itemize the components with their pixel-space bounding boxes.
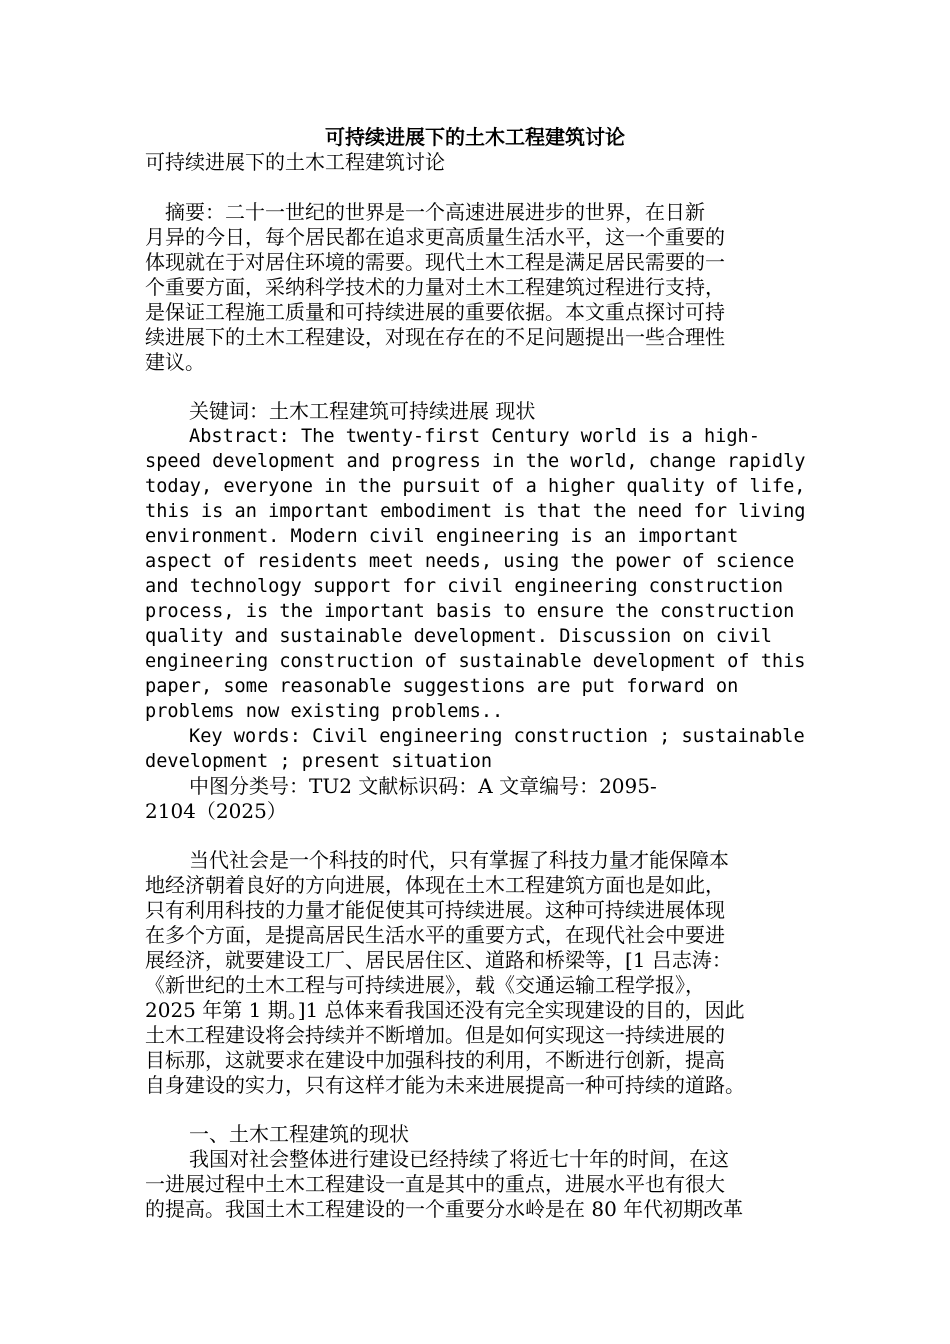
body-line: 展经济，就要建设工厂、居民居住区、道路和桥梁等，[1 吕志涛： bbox=[145, 948, 732, 972]
body-line: 一进展过程中土木工程建设一直是其中的重点，进展水平也有很大 bbox=[145, 1172, 725, 1196]
keywords-cn: 关键词：土木工程建筑可持续进展 现状 bbox=[189, 399, 536, 423]
abstract-en-line: quality and sustainable development. Discussion on civil bbox=[145, 626, 772, 647]
abstract-cn-line: 月异的今日，每个居民都在追求更高质量生活水平，这一个重要的 bbox=[145, 225, 725, 249]
body-line: 《新世纪的土木工程与可持续进展》，载《交通运输工程学报》， bbox=[145, 973, 705, 997]
abstract-en-line: problems now existing problems.. bbox=[145, 701, 504, 722]
abstract-cn-line: 摘要：二十一世纪的世界是一个高速进展进步的世界，在日新 bbox=[145, 200, 705, 224]
body-line: 目标那，这就要求在建设中加强科技的利用，不断进行创新，提高 bbox=[145, 1048, 725, 1072]
body-line: 我国对社会整体进行建设已经持续了将近七十年的时间，在这 bbox=[189, 1147, 729, 1171]
page-title: 可持续进展下的土木工程建筑讨论 bbox=[325, 125, 625, 149]
abstract-cn-line: 体现就在于对居住环境的需要。现代土木工程是满足居民需要的一 bbox=[145, 250, 725, 274]
body-line: 的提高。我国土木工程建设的一个重要分水岭是在 80 年代初期改革 bbox=[145, 1197, 744, 1221]
section-heading: 一、土木工程建筑的现状 bbox=[189, 1122, 409, 1146]
abstract-en-line: paper, some reasonable suggestions are put forward on bbox=[145, 676, 739, 697]
abstract-en-line: today, everyone in the pursuit of a higher quality of life, bbox=[145, 476, 806, 497]
body-line: 当代社会是一个科技的时代，只有掌握了科技力量才能保障本 bbox=[189, 848, 729, 872]
keywords-en-line: development ; present situation bbox=[145, 751, 493, 772]
classification-line: 中图分类号：TU2 文献标识码：A 文章编号：2095- bbox=[189, 774, 657, 798]
keywords-en-line: Key words: Civil engineering construction ; sustainable bbox=[189, 726, 805, 747]
body-line: 地经济朝着良好的方向进展，体现在土木工程建筑方面也是如此， bbox=[145, 873, 725, 897]
abstract-en-line: engineering construction of sustainable development of this bbox=[145, 651, 806, 672]
abstract-en-line: this is an important embodiment is that the need for living bbox=[145, 501, 806, 522]
abstract-cn-line: 是保证工程施工质量和可持续进展的重要依据。本文重点探讨可持 bbox=[145, 300, 725, 324]
body-line: 在多个方面，是提高居民生活水平的重要方式，在现代社会中要进 bbox=[145, 923, 725, 947]
classification-line: 2104（2025） bbox=[145, 799, 287, 823]
abstract-en-line: environment. Modern civil engineering is an important bbox=[145, 526, 739, 547]
abstract-cn-line: 续进展下的土木工程建设，对现在存在的不足问题提出一些合理性 bbox=[145, 325, 725, 349]
abstract-cn-line: 个重要方面，采纳科学技术的力量对土木工程建筑过程进行支持， bbox=[145, 275, 725, 299]
abstract-en-line: aspect of residents meet needs, using the power of science bbox=[145, 551, 795, 572]
page-subtitle: 可持续进展下的土木工程建筑讨论 bbox=[145, 150, 445, 174]
abstract-en-line: process, is the important basis to ensure the construction bbox=[145, 601, 795, 622]
abstract-en-line: Abstract: The twenty-first Century world is a high- bbox=[189, 426, 760, 447]
body-line: 2025 年第 1 期。]1 总体来看我国还没有完全实现建设的目的，因此 bbox=[145, 998, 745, 1022]
body-line: 自身建设的实力，只有这样才能为未来进展提高一种可持续的道路。 bbox=[145, 1073, 745, 1097]
abstract-cn-line: 建议。 bbox=[145, 350, 205, 374]
body-line: 只有利用科技的力量才能促使其可持续进展。这种可持续进展体现 bbox=[145, 898, 725, 922]
abstract-en-line: speed development and progress in the world, change rapidly bbox=[145, 451, 806, 472]
body-line: 土木工程建设将会持续并不断增加。但是如何实现这一持续进展的 bbox=[145, 1023, 725, 1047]
abstract-en-line: and technology support for civil engineering construction bbox=[145, 576, 784, 597]
